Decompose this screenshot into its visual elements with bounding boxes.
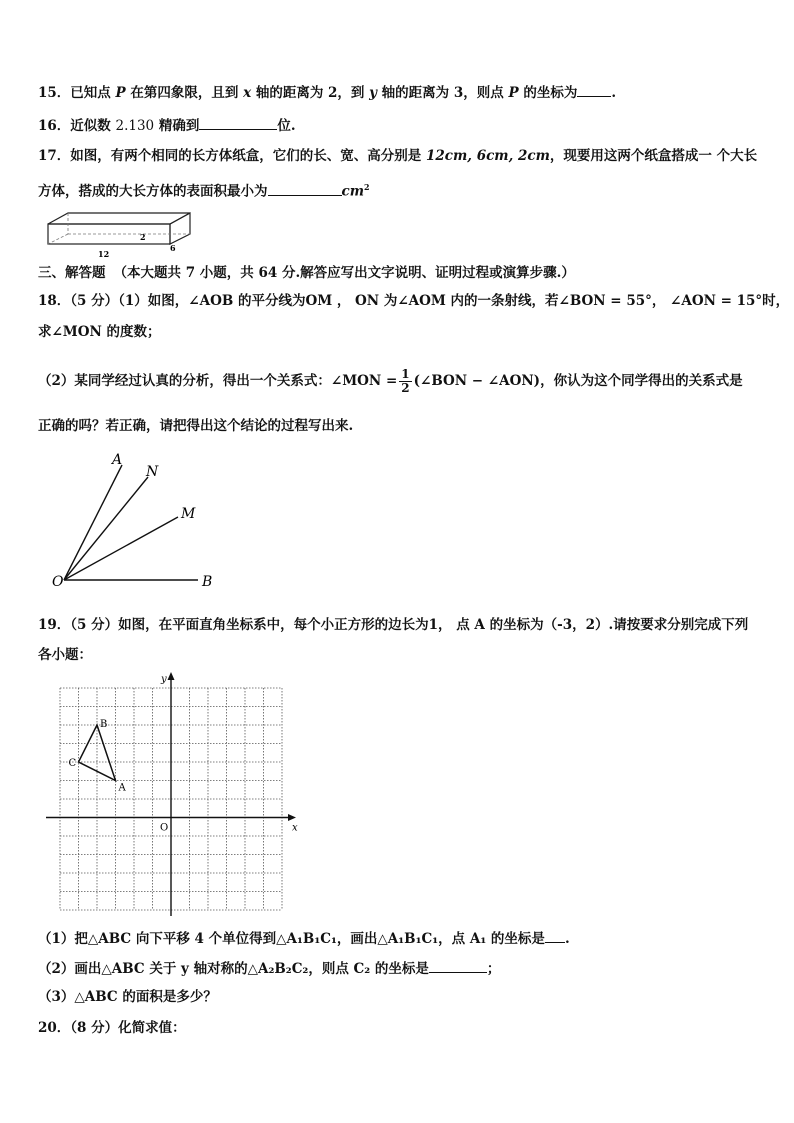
answer-blank [199, 115, 277, 130]
box-length-label: 12 [98, 249, 110, 259]
angle-figure [48, 445, 233, 595]
y-axis-label: y [161, 674, 167, 685]
answer-blank [429, 958, 487, 973]
x-axis-label: x [292, 822, 298, 834]
question-19-sub1: （1）把△ABC 向下平移 4 个单位得到△A₁B₁C₁，画出△A₁B₁C₁，点 A₁ 的坐标是 . [38, 928, 570, 948]
question-15: 15．已知点 P 在第四象限，且到 x 轴的距离为 2，到 y 轴的距离为 3，则点 P 的坐标为 . [38, 82, 616, 102]
question-19-sub2: （2）画出△ABC 关于 y 轴对称的△A₂B₂C₂，则点 C₂ 的坐标是 ； [38, 958, 500, 978]
label-A: A [112, 452, 123, 468]
question-18-line1: 18．（5 分）（1）如图，∠AOB 的平分线为OM ， ON 为∠AOM 内的一条射线，若∠BON = 55°， ∠AON = 15°时， [38, 293, 790, 309]
question-16: 16．近似数 2.130 精确到 位. [38, 115, 296, 135]
question-17-line2: 方体，搭成的大长方体的表面积最小为 $cm^2$ [38, 182, 370, 200]
box-height-label: 2 [140, 232, 146, 242]
question-19-line2: 各小题： [38, 647, 92, 663]
fraction-half: $\frac{1}{2}$ [401, 367, 410, 395]
x-axis-arrow [288, 814, 296, 821]
ray-OA [64, 465, 122, 580]
question-19-line1: 19．（5 分）如图，在平面直角坐标系中，每个小正方形的边长为1， 点 A 的坐标为（-3，2）.请按要求分别完成下列 [38, 617, 749, 633]
point-C-label: C [68, 758, 77, 769]
ray-ON [64, 477, 148, 580]
section-3-heading: 三、解答题 （本大题共 7 小题，共 64 分.解答应写出文字说明、证明过程或演算步骤.） [38, 265, 575, 281]
answer-blank [545, 928, 565, 943]
coordinate-grid-figure [46, 672, 296, 917]
box-width-label: 6 [170, 243, 176, 253]
label-O: O [52, 574, 64, 590]
question-18-line3: （2）某同学经过认真的分析，得出一个关系式：∠MON = $\frac{1}{2}$ (∠BON − ∠AON)，你认为这个同学得出的关系式是 [38, 367, 743, 395]
question-17-line1: 17．如图，有两个相同的长方体纸盒，它们的长、宽、高分别是 12cm, 6cm, 2cm，现要用这两个纸盒搭成一 个大长 [38, 148, 758, 164]
answer-blank [577, 82, 611, 97]
label-N: N [146, 464, 159, 480]
y-axis-arrow [168, 672, 175, 680]
question-18-line2: 求∠MON 的度数； [38, 324, 161, 340]
question-20: 20．（8 分）化简求值： [38, 1020, 186, 1036]
point-A-label: A [118, 782, 126, 794]
ray-OM [64, 517, 178, 580]
label-M: M [181, 506, 196, 522]
answer-blank [268, 181, 342, 196]
question-19-sub3: （3）△ABC 的面积是多少？ [38, 989, 217, 1005]
point-B-label: B [100, 719, 108, 730]
label-B: B [202, 574, 213, 590]
question-18-line4: 正确的吗？若正确，请把得出这个结论的过程写出来. [38, 418, 354, 434]
box-figure [40, 207, 200, 259]
origin-label: O [160, 822, 169, 834]
